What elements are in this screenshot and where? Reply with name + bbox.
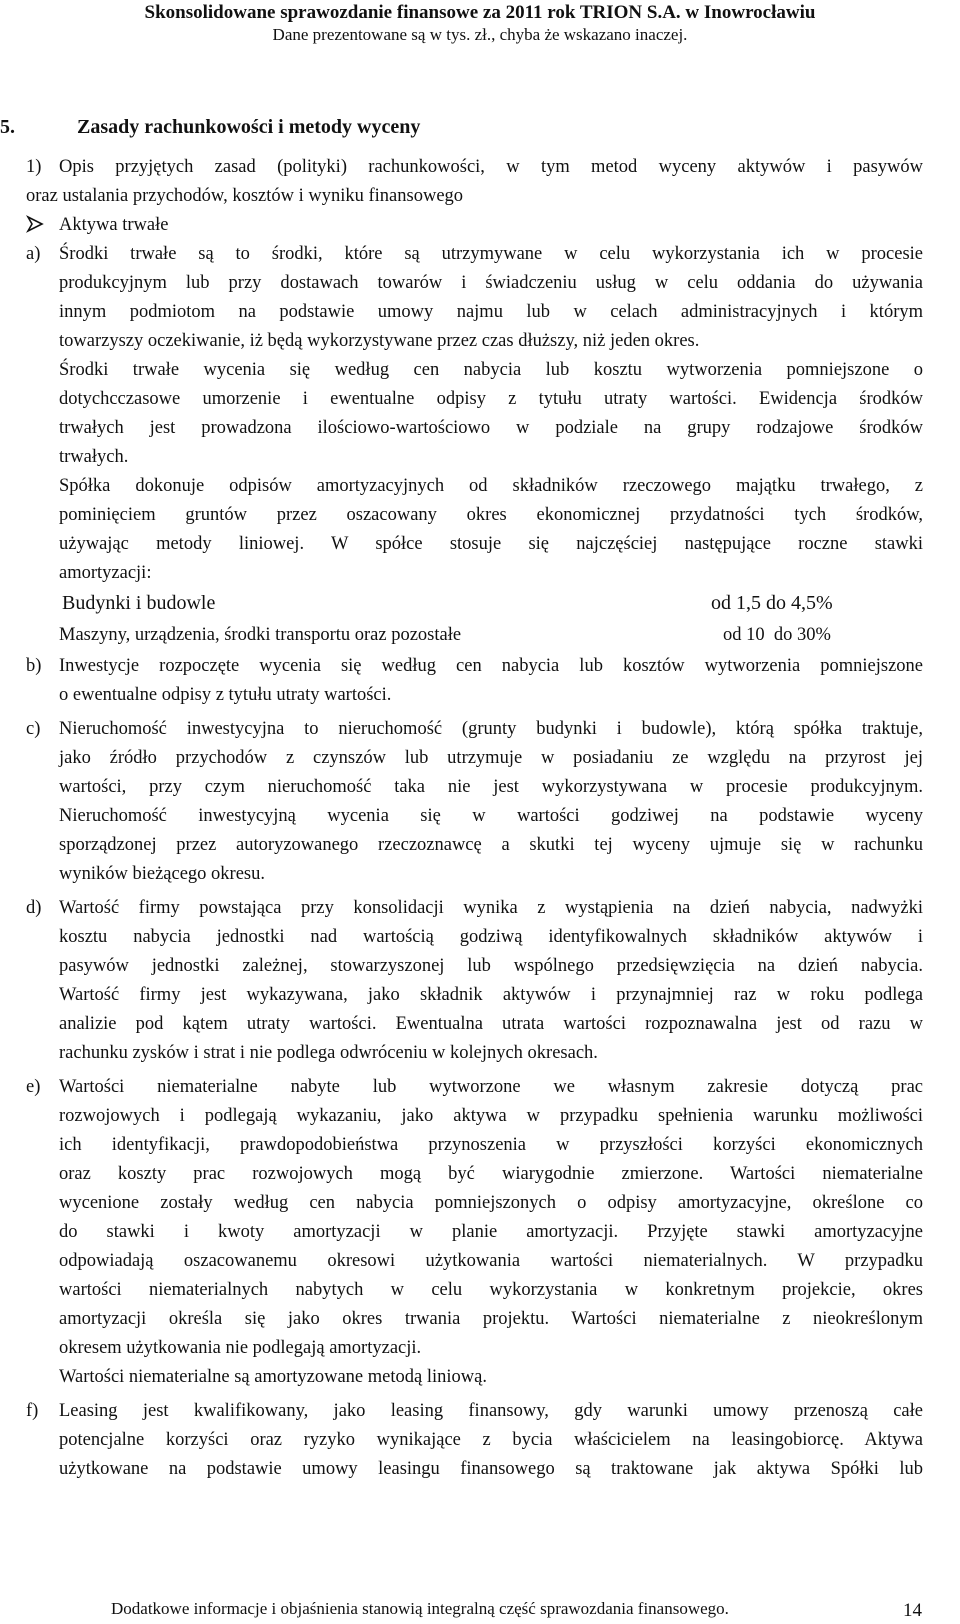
section-title-text: Zasady rachunkowości i metody wyceny xyxy=(77,116,421,138)
paragraph-line: jako źródło przychodów z czynszów lub utrzymuje w posiadaniu ze względu na przyrost jej xyxy=(59,748,923,768)
paragraph-line: użytkowane na podstawie umowy leasingu finansowego są traktowane jak aktywa Spółki lub xyxy=(59,1459,923,1479)
paragraph-line: Wartość firmy powstająca przy konsolidacji wynika z wystąpienia na dzień nabycia, nadwyżki xyxy=(59,898,923,918)
paragraph-line: Wartości niematerialne są amortyzowane metodą liniową. xyxy=(59,1367,487,1387)
paragraph-line: Wartość firmy jest wykazywana, jako składnik aktywów i przynajmniej raz w roku podlega xyxy=(59,985,923,1005)
paragraph-line: o ewentualne odpisy z tytułu utraty wartości. xyxy=(59,685,392,705)
paragraph-line: pasywów jednostki zależnej, stowarzyszonej lub wspólnego przedsięwzięcia na dzień nabycia. xyxy=(59,956,923,976)
paragraph-line: produkcyjnym lub przy dostawach towarów i świadczeniu usług w celu oddania do używania xyxy=(59,273,923,293)
paragraph-line: okresem użytkowania nie podlegają amortyzacji. xyxy=(59,1338,422,1358)
paragraph-line: rachunku zysków i strat i nie podlega odwróceniu w kolejnych okresach. xyxy=(59,1043,598,1063)
item-label: 1) xyxy=(26,157,42,177)
paragraph-line: Nieruchomość inwestycyjna to nieruchomość (grunty budynki i budowle), którą spółka traktuje, xyxy=(59,719,923,739)
paragraph-line: innym podmiotom na podstawie umowy najmu lub w celach administracyjnych i którym xyxy=(59,302,923,322)
paragraph-line: sporządzonej przez autoryzowanego rzeczoznawcę a skutki tej wyceny ujmuje się w rachunku xyxy=(59,835,923,855)
paragraph-line: wartości niematerialnych nabytych w celu wykorzystania w konkretnym projekcie, okres xyxy=(59,1280,923,1300)
paragraph-line: ich identyfikacji, prawdopodobieństwa przynoszenia w przyszłości korzyści ekonomicznych xyxy=(59,1135,923,1155)
paragraph-line: wycenione zostały według cen nabycia pomniejszonych o odpisy amortyzacyjne, określone co xyxy=(59,1193,923,1213)
paragraph-line: odpowiadają oszacowanemu okresowi użytkowania wartości niematerialnych. W przypadku xyxy=(59,1251,923,1271)
paragraph-line: Nieruchomość inwestycyjną wycenia się w wartości godziwej na podstawie wyceny xyxy=(59,806,923,826)
paragraph-line: rozwojowych i podlegają wykazaniu, jako aktywa w przypadku spełnienia warunku możliwości xyxy=(59,1106,923,1126)
bullet-text: Aktywa trwałe xyxy=(59,215,169,235)
item-label: c) xyxy=(26,719,41,739)
item-label: b) xyxy=(26,656,42,676)
paragraph-line: towarzyszy oczekiwanie, iż będą wykorzystywane przez czas dłuższy, niż jeden okres. xyxy=(59,331,700,351)
paragraph-line: trwałych. xyxy=(59,447,129,467)
footer-note: Dodatkowe informacje i objaśnienia stanowią integralną część sprawozdania finansowego. xyxy=(111,1599,729,1618)
paragraph-line: potencjalne korzyści oraz ryzyko wynikające z bycia właścicielem na leasingobiorcę. Aktywa xyxy=(59,1430,923,1450)
paragraph-line: trwałych jest prowadzona ilościowo-wartościowo w podziale na grupy rodzajowe środków xyxy=(59,418,923,438)
report-header-subtitle: Dane prezentowane są w tys. zł., chyba że wskazano inaczej. xyxy=(272,25,688,44)
item-label: e) xyxy=(26,1077,41,1097)
paragraph-line: Środki trwałe są to środki, które są utrzymywane w celu wykorzystania ich w procesie xyxy=(59,244,923,264)
paragraph-line: oraz ustalania przychodów, kosztów i wyniku finansowego xyxy=(26,186,464,206)
paragraph-line: amortyzacji: xyxy=(59,563,152,583)
rate-asset: Budynki i budowle xyxy=(62,592,216,614)
item-label: a) xyxy=(26,244,41,264)
paragraph-line: Opis przyjętych zasad (polityki) rachunkowości, w tym metod wyceny aktywów i pasywów xyxy=(59,157,923,177)
rate-value: od 1,5 do 4,5% xyxy=(711,592,833,614)
paragraph-line: Wartości niematerialne nabyte lub wytworzone we własnym zakresie dotyczą prac xyxy=(59,1077,923,1097)
section-number: 5. xyxy=(0,116,15,138)
arrow-bullet-icon xyxy=(26,215,44,233)
paragraph-line: analizie pod kątem utraty wartości. Ewentualna utrata wartości rozpoznawalna jest od razu w xyxy=(59,1014,923,1034)
paragraph-line: pominięciem gruntów przez oszacowany okres ekonomicznej przydatności tych środków, xyxy=(59,505,923,525)
paragraph-line: amortyzacji określa się jako okres trwania projektu. Wartości niematerialne z nieokreślonym xyxy=(59,1309,923,1329)
paragraph-line: Inwestycje rozpoczęte wycenia się według cen nabycia lub kosztów wytworzenia pomniejszone xyxy=(59,656,923,676)
paragraph-line: Środki trwałe wycenia się według cen nabycia lub kosztu wytworzenia pomniejszone o xyxy=(59,360,923,380)
item-label: f) xyxy=(26,1401,39,1421)
page-number: 14 xyxy=(903,1600,922,1621)
report-header-title: Skonsolidowane sprawozdanie finansowe za 2011 rok TRION S.A. w Inowrocławiu xyxy=(144,2,816,23)
item-label: d) xyxy=(26,898,42,918)
paragraph-line: kosztu nabycia jednostki nad wartością godziwą identyfikowalnych składników aktywów i xyxy=(59,927,923,947)
paragraph-line: wyników bieżącego okresu. xyxy=(59,864,266,884)
paragraph-line: Leasing jest kwalifikowany, jako leasing finansowy, gdy warunki umowy przenoszą całe xyxy=(59,1401,923,1421)
paragraph-line: Spółka dokonuje odpisów amortyzacyjnych od składników rzeczowego majątku trwałego, z xyxy=(59,476,923,496)
paragraph-line: dotychcczasowe umorzenie i ewentualne odpisy z tytułu utraty wartości. Ewidencja środków xyxy=(59,389,923,409)
rate-asset: Maszyny, urządzenia, środki transportu oraz pozostałe xyxy=(59,625,462,645)
paragraph-line: wartości, przy czym nieruchomość taka nie jest wykorzystywana w procesie produkcyjnym. xyxy=(59,777,923,797)
paragraph-line: oraz koszty prac rozwojowych mogą być wiarygodnie zmierzone. Wartości niematerialne xyxy=(59,1164,923,1184)
rate-value: od 10 do 30% xyxy=(723,625,831,645)
paragraph-line: używając metody liniowej. W spółce stosuje się najczęściej następujące roczne stawki xyxy=(59,534,923,554)
paragraph-line: do stawki i kwoty amortyzacji w planie amortyzacji. Przyjęte stawki amortyzacyjne xyxy=(59,1222,923,1242)
